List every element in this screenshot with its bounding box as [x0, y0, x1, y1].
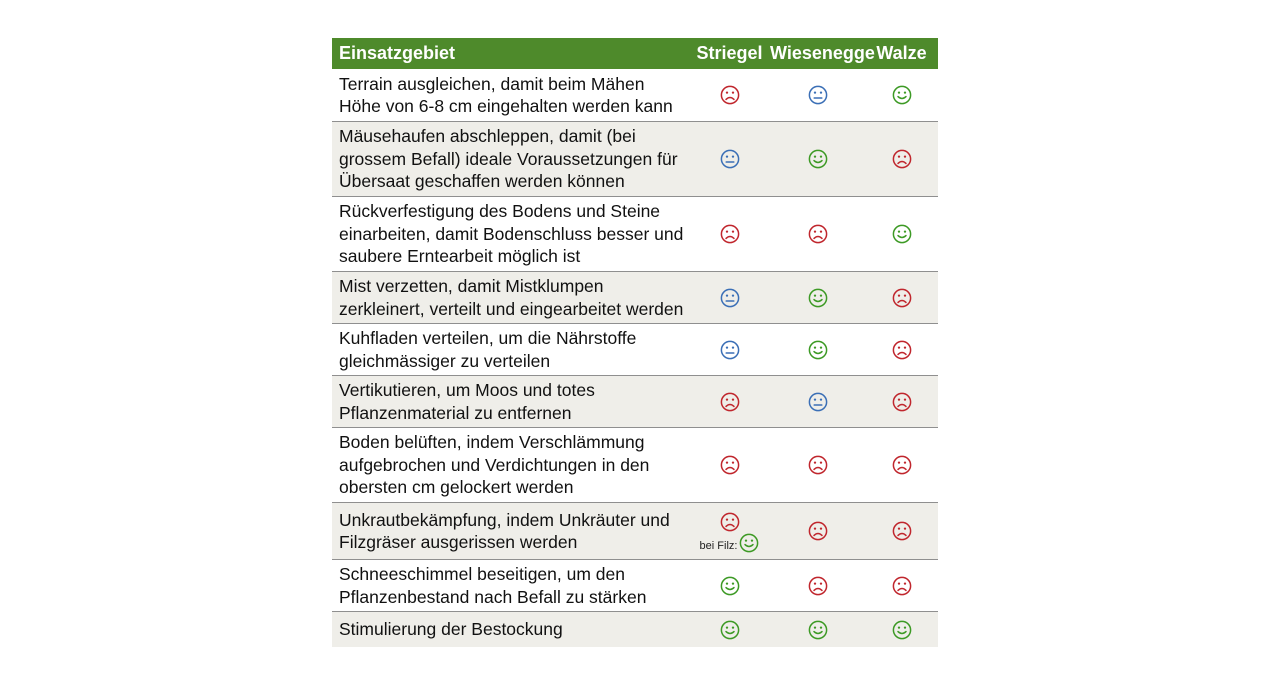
rating-striegel — [689, 288, 770, 308]
sad-face-icon — [892, 149, 912, 169]
rating-striegel — [689, 512, 770, 553]
table-row — [332, 122, 938, 197]
rating-striegel — [689, 85, 770, 105]
happy-face-icon — [808, 288, 828, 308]
rating-walze — [865, 224, 938, 244]
rating-walze — [865, 149, 938, 169]
table-row — [332, 272, 938, 324]
sad-face-icon — [808, 455, 828, 475]
rating-wiesenegge — [770, 576, 865, 596]
table-row — [332, 69, 938, 122]
sad-face-icon — [892, 288, 912, 308]
neutral-face-icon — [808, 85, 828, 105]
rating-striegel — [689, 455, 770, 475]
header-einsatzgebiet: Einsatzgebiet — [339, 43, 456, 63]
row-description: Boden belüften, indem Verschlämmung aufgebrochen und Verdichtungen in den obersten cm gelockert werden — [339, 432, 650, 498]
happy-face-icon — [720, 620, 740, 640]
sad-face-icon — [720, 85, 740, 105]
sad-face-icon — [720, 455, 740, 475]
row-description: Mist verzetten, damit Mistklumpen zerkleinert, verteilt und eingearbeitet werden — [339, 276, 684, 319]
sad-face-icon — [720, 392, 740, 412]
table-row — [332, 428, 938, 503]
table-row — [332, 612, 938, 647]
table-row — [332, 197, 938, 272]
table-header — [332, 38, 938, 69]
rating-wiesenegge — [770, 620, 865, 640]
happy-face-icon — [892, 620, 912, 640]
happy-face-icon — [808, 620, 828, 640]
rating-striegel — [689, 576, 770, 596]
table-row — [332, 560, 938, 612]
rating-striegel — [689, 340, 770, 360]
rating-walze — [865, 576, 938, 596]
row-description: Unkrautbekämpfung, indem Unkräuter und Filzgräser ausgerissen werden — [339, 509, 670, 552]
sad-face-icon — [808, 521, 828, 541]
rating-note-label: bei Filz: — [699, 539, 738, 552]
table-body — [332, 69, 938, 647]
sad-face-icon — [720, 224, 740, 244]
rating-wiesenegge — [770, 455, 865, 475]
rating-striegel — [689, 392, 770, 412]
happy-face-icon — [892, 224, 912, 244]
rating-wiesenegge — [770, 149, 865, 169]
table-row — [332, 376, 938, 428]
sad-face-icon — [720, 512, 740, 532]
rating-striegel — [689, 620, 770, 640]
happy-face-icon — [808, 340, 828, 360]
rating-walze — [865, 620, 938, 640]
rating-wiesenegge — [770, 85, 865, 105]
rating-walze — [865, 455, 938, 475]
rating-walze — [865, 392, 938, 412]
neutral-face-icon — [720, 149, 740, 169]
neutral-face-icon — [720, 288, 740, 308]
sad-face-icon — [892, 392, 912, 412]
row-description: Schneeschimmel beseitigen, um den Pflanzenbestand nach Befall zu stärken — [339, 564, 647, 607]
header-striegel: Striegel — [696, 43, 763, 63]
rating-wiesenegge — [770, 340, 865, 360]
happy-face-icon — [808, 149, 828, 169]
happy-face-icon — [739, 533, 759, 553]
row-description: Mäusehaufen abschleppen, damit (bei grossem Befall) ideale Voraussetzungen für Übersaat geschaffen werden können — [339, 126, 678, 192]
rating-walze — [865, 340, 938, 360]
sad-face-icon — [892, 521, 912, 541]
happy-face-icon — [720, 576, 740, 596]
rating-striegel — [689, 149, 770, 169]
row-description: Kuhfladen verteilen, um die Nährstoffe gleichmässiger zu verteilen — [339, 328, 637, 371]
row-description: Vertikutieren, um Moos und totes Pflanzenmaterial zu entfernen — [339, 380, 595, 423]
rating-wiesenegge — [770, 392, 865, 412]
rating-walze — [865, 521, 938, 541]
header-wiesenegge: Wiesenegge — [770, 43, 875, 63]
rating-wiesenegge — [770, 224, 865, 244]
row-description: Terrain ausgleichen, damit beim Mähen Höhe von 6-8 cm eingehalten werden kann — [339, 73, 673, 116]
sad-face-icon — [892, 576, 912, 596]
neutral-face-icon — [808, 392, 828, 412]
rating-wiesenegge — [770, 521, 865, 541]
sad-face-icon — [892, 455, 912, 475]
rating-note — [700, 533, 760, 553]
rating-striegel — [689, 224, 770, 244]
table-row — [332, 503, 938, 560]
rating-walze — [865, 288, 938, 308]
header-walze: Walze — [876, 43, 927, 63]
sad-face-icon — [808, 224, 828, 244]
neutral-face-icon — [720, 340, 740, 360]
table-row — [332, 324, 938, 376]
sad-face-icon — [808, 576, 828, 596]
evaluation-table — [332, 38, 938, 647]
row-description: Stimulierung der Bestockung — [339, 619, 563, 640]
happy-face-icon — [892, 85, 912, 105]
rating-wiesenegge — [770, 288, 865, 308]
row-description: Rückverfestigung des Bodens und Steine einarbeiten, damit Bodenschluss besser und saubere Erntearbeit möglich ist — [339, 201, 684, 267]
sad-face-icon — [892, 340, 912, 360]
rating-walze — [865, 85, 938, 105]
